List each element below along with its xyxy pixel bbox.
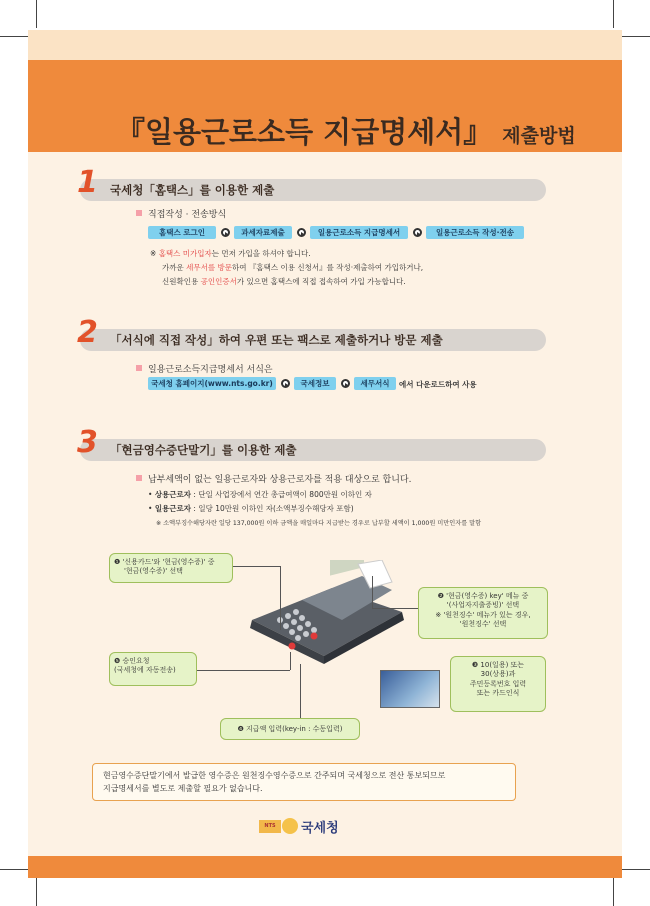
connector-line [300,664,301,720]
section-title: 「서식에 직접 작성」하여 우편 또는 팩스로 제출하거나 방문 제출 [110,333,443,347]
section-1-item: 직접작성 · 전송방식 [148,210,227,220]
title-main: 『일용근로소득 지급명세서』 [116,115,493,149]
connector-line [280,566,281,630]
notice-box: 현금영수증단말기에서 발급한 영수증은 원천징수영수증으로 간주되며 국세청으로 전산 통보되므로 지급명세서를 별도로 제출할 필요가 없습니다. [92,763,516,801]
section-number: 3 [77,425,98,460]
section-3-sub-2: • 일용근로자 : 일당 10만원 이하인 자(소액부징수해당자 포함) [148,504,354,513]
step-tag: 일용근로소득 지급명세서 [310,226,408,239]
callout-step-1: ❶ '신용카드'와 '현금(영수증)' 중 '현금(영수증)' 선택 [109,553,233,583]
bottom-band [28,856,622,878]
section-number: 2 [77,315,98,350]
section-1-note-1: ※ 홈택스 미가입자는 먼저 가입을 하셔야 합니다. [150,249,311,258]
arrow-icon [413,228,422,237]
step-tag: 일용근로소득 작성·전송 [426,226,524,239]
section-1-header [77,165,546,201]
connector-line [372,576,373,608]
arrow-icon [297,228,306,237]
callout-step-5: ❺ 승인요청 (국세청에 자동전송) [109,652,197,686]
section-2-header [77,315,546,351]
step-tag: 국세정보 [294,377,336,390]
crop-mark [622,36,650,37]
connector-line [290,652,291,670]
crop-mark [613,0,614,28]
arrow-icon [221,228,230,237]
arrow-icon [341,379,350,388]
header-band [28,60,622,152]
section-2-item: 일용근로소득지급명세서 서식은 [148,365,273,375]
section-title: 국세청「홈택스」를 이용한 제출 [110,183,275,197]
nts-badge: NTS [259,820,281,833]
step-tag: 국세청 홈페이지(www.nts.go.kr) [148,377,276,390]
crop-mark [0,36,28,37]
crop-mark [622,869,650,870]
crop-mark [36,878,37,906]
top-band [28,30,622,60]
callout-step-4: ❹ 지급액 입력(key-in : 수동입력) [220,718,360,740]
arrow-icon [281,379,290,388]
emblem-icon [282,818,298,834]
section-3-sub-1: • 상용근로자 : 단일 사업장에서 연간 총급여액이 800만원 이하인 자 [148,490,372,499]
logo-name: 국세청 [301,821,339,836]
section-3-sub-3: ※ 소액부징수해당자란 일당 137,000원 이하 금액을 매일마다 지급받는 경우로 납부할 세액이 1,000원 미만인자를 말함 [156,520,482,527]
card-image [380,670,440,708]
crop-mark [36,0,37,28]
bullet-icon [136,365,142,371]
section-1-note-2: 가까운 세무서를 방문하여 『홈택스 이용 신청서』를 작성·제출하여 가입하거나, [162,263,424,272]
crop-mark [0,869,28,870]
section-1-note-3: 신원확인용 공인인증서가 있으면 홈택스에 직접 접속하여 가입 가능합니다. [162,277,406,286]
crop-mark [613,878,614,906]
callout-step-3: ❸ 10(일용) 또는 30(상용)과 주민등록번호 입력 또는 카드인식 [450,656,546,712]
bullet-icon [136,475,142,481]
card-terminal-illustration [232,560,422,670]
step-tag: 세무서식 [354,377,396,390]
section-3-header [77,425,546,461]
step-tag: 홈택스 로그인 [148,226,216,239]
connector-line [232,566,280,567]
section-2-tail: 에서 다운로드하여 사용 [399,380,477,389]
callout-step-2: ❷ '현금(영수증) key' 메뉴 중 '(사업자지출증빙)' 선택 ※ '원천징수' 메뉴가 있는 경우, '원천징수' 선택 [418,587,548,639]
page-title [116,110,576,151]
title-sub: 제출방법 [502,125,576,147]
bullet-icon [136,210,142,216]
section-number: 1 [77,165,98,200]
section-title: 「현금영수증단말기」를 이용한 제출 [110,443,297,457]
step-tag: 과세자료제출 [234,226,292,239]
section-3-item: 납부세액이 없는 일용근로자와 상용근로자를 적용 대상으로 합니다. [148,475,412,485]
connector-line [372,608,418,609]
